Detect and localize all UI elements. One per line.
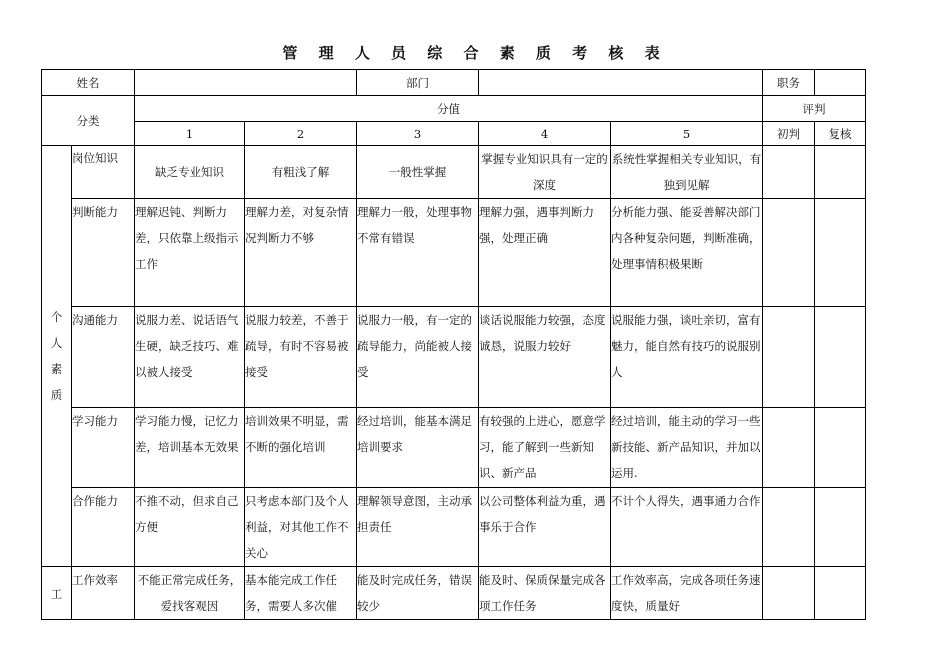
review-cell[interactable] — [815, 567, 866, 620]
level-cell: 说服力较差，不善于疏导，有时不容易被接受 — [245, 307, 357, 408]
level-cell: 理解迟钝、判断力差，只依靠上级指示工作 — [135, 199, 245, 307]
name-field[interactable] — [135, 70, 357, 96]
level-cell: 理解力一般，处理事物不常有错误 — [357, 199, 479, 307]
level-cell: 学习能力慢，记忆力差，培训基本无效果 — [135, 408, 245, 488]
item-label: 判断能力 — [72, 199, 135, 307]
item-label: 工作效率 — [72, 567, 135, 620]
review-header: 复核 — [815, 122, 866, 146]
level-cell: 一般性掌握 — [357, 146, 479, 199]
table-row — [42, 408, 866, 488]
level-cell: 以公司整体利益为重，遇事乐于合作 — [479, 488, 611, 567]
position-label: 职务 — [763, 70, 815, 96]
table-row — [42, 567, 866, 620]
level-cell: 不推不动，但求自己方便 — [135, 488, 245, 567]
level-cell: 理解力差，对复杂情况判断力不够 — [245, 199, 357, 307]
judge-header: 评判 — [763, 96, 866, 122]
level-cell: 有较强的上进心，愿意学习，能了解到一些新知识、新产品 — [479, 408, 611, 488]
dept-field[interactable] — [479, 70, 763, 96]
level-4-header: 4 — [479, 122, 611, 146]
level-cell: 基本能完成工作任务，需要人多次催 — [245, 567, 357, 620]
header-row-info — [42, 70, 866, 96]
group-work: 工 — [42, 567, 72, 620]
level-cell: 经过培训，能基本满足培训要求 — [357, 408, 479, 488]
level-cell: 理解力强，遇事判断力强，处理正确 — [479, 199, 611, 307]
first-judge-cell[interactable] — [763, 488, 815, 567]
level-cell: 说服力一般，有一定的疏导能力，尚能被人接受 — [357, 307, 479, 408]
level-cell: 理解领导意图，主动承担责任 — [357, 488, 479, 567]
level-cell: 掌握专业知识具有一定的深度 — [479, 146, 611, 199]
level-cell: 系统性掌握相关专业知识，有独到见解 — [611, 146, 763, 199]
header-row-score — [42, 96, 866, 122]
dept-label: 部门 — [357, 70, 479, 96]
level-cell: 说服力差、说话语气生硬，缺乏技巧、难以被人接受 — [135, 307, 245, 408]
level-cell: 能及时、保质保量完成各项工作任务 — [479, 567, 611, 620]
level-5-header: 5 — [611, 122, 763, 146]
name-label: 姓名 — [42, 70, 135, 96]
first-judge-cell[interactable] — [763, 307, 815, 408]
position-field[interactable] — [815, 70, 866, 96]
level-1-header: 1 — [135, 122, 245, 146]
review-cell[interactable] — [815, 146, 866, 199]
level-cell: 谈话说服能力较强，态度诚恳，说服力较好 — [479, 307, 611, 408]
score-header: 分值 — [135, 96, 763, 122]
level-cell: 不能正常完成任务，爱找客观因 — [135, 567, 245, 620]
level-cell: 说服能力强，谈吐亲切，富有魅力，能自然有技巧的说服别人 — [611, 307, 763, 408]
table-row — [42, 488, 866, 567]
first-judge-header: 初判 — [763, 122, 815, 146]
review-cell[interactable] — [815, 488, 866, 567]
level-2-header: 2 — [245, 122, 357, 146]
level-cell: 能及时完成任务，错误较少 — [357, 567, 479, 620]
category-header: 分类 — [42, 96, 135, 146]
page-title: 管 理 人 员 综 合 素 质 考 核 表 — [282, 44, 668, 62]
table-row — [42, 307, 866, 408]
table-row — [42, 146, 866, 199]
first-judge-cell[interactable] — [763, 408, 815, 488]
first-judge-cell[interactable] — [763, 146, 815, 199]
review-cell[interactable] — [815, 408, 866, 488]
item-label: 学习能力 — [72, 408, 135, 488]
level-cell: 工作效率高，完成各项任务速度快，质量好 — [611, 567, 763, 620]
level-cell: 有粗浅了解 — [245, 146, 357, 199]
table-row — [42, 199, 866, 307]
assessment-table — [41, 69, 866, 620]
item-label: 岗位知识 — [72, 146, 135, 199]
level-cell: 经过培训，能主动的学习一些新技能、新产品知识，并加以运用. — [611, 408, 763, 488]
review-cell[interactable] — [815, 307, 866, 408]
level-cell: 分析能力强、能妥善解决部门内各种复杂问题，判断准确，处理事情积极果断 — [611, 199, 763, 307]
item-label: 沟通能力 — [72, 307, 135, 408]
first-judge-cell[interactable] — [763, 199, 815, 307]
group-personal: 个 人 素 质 — [42, 146, 72, 567]
level-cell: 不计个人得失，遇事通力合作 — [611, 488, 763, 567]
header-row-levels — [42, 122, 866, 146]
review-cell[interactable] — [815, 199, 866, 307]
item-label: 合作能力 — [72, 488, 135, 567]
level-cell: 缺乏专业知识 — [135, 146, 245, 199]
level-3-header: 3 — [357, 122, 479, 146]
first-judge-cell[interactable] — [763, 567, 815, 620]
level-cell: 只考虑本部门及个人利益，对其他工作不关心 — [245, 488, 357, 567]
level-cell: 培训效果不明显，需不断的强化培训 — [245, 408, 357, 488]
